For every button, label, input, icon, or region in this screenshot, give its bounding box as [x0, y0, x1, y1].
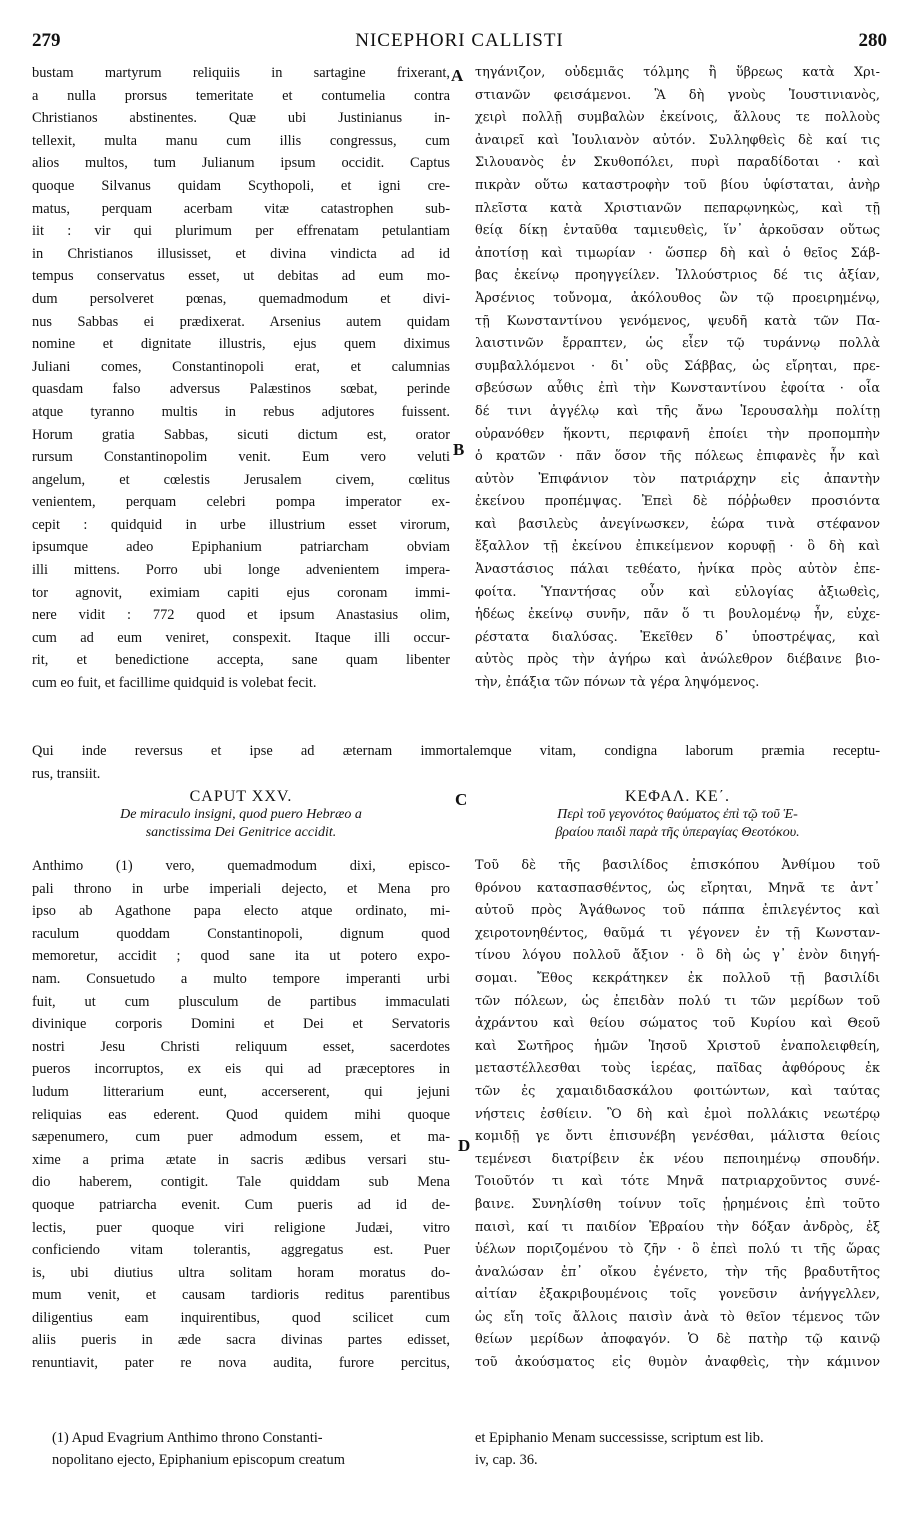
- greek-text-line: τεμένεσι διατρίβειν ἐκ νέου πεποιημένῳ σπουδήν.: [475, 1151, 880, 1167]
- margin-marker-b: B: [453, 440, 465, 459]
- greek-text-line: νήστεις ἐσθίειν. Ὃ δὴ καὶ ἐμοὶ πολλάκις νεωτέρῳ: [475, 1106, 880, 1122]
- latin-text-line: sæpenumero, cum puer admodum essem, et ma-: [32, 1129, 450, 1146]
- latin-text-line: rit, et benedictione accepta, sane quam libenter: [32, 652, 450, 669]
- greek-text-line: τίνου λόγου πολλοῦ ἄξιον · ὃ δὴ ὡς γ᾽ ἐνὸν διηγή-: [475, 948, 880, 964]
- greek-text-line: Σιλουανὸς ἐν Σκυθοπόλει, πυρὶ παραδίδοται · καὶ: [475, 155, 880, 171]
- latin-column-bottom: [32, 855, 450, 1375]
- latin-text-line: nostri Jesu Christi reliquum esset, sacerdotes: [32, 1038, 450, 1055]
- greek-text-line: χειροτονηθέντος, θαῦμά τι γέγονεν ἐν τῇ Κωνσταν-: [475, 925, 880, 941]
- greek-text-line: Ἀναστάσιος πάλαι τεθέατο, ἡνίκα πρὸς αὐτὸν ἐπε-: [475, 562, 880, 578]
- greek-text-line: τῶν πόλεων, ὡς ἐπειδὰν πολύ τι τῶν μερίδων τοῦ: [475, 993, 880, 1009]
- latin-text-line: Juliani comes, Constantinopoli erat, et calumnias: [32, 358, 450, 375]
- latin-text-line: raculum quoddam Constantinopoli, dignum quod: [32, 925, 450, 942]
- caput-greek-title: ΚΕΦΑΛ. ΚΕ΄.: [624, 788, 731, 805]
- latin-text-line: nomine et dignitate illustris, ejus quem diximus: [32, 336, 450, 353]
- greek-text-line: οὐρανόθεν ἥκοντι, περιφανῆ ἐποίει τὴν προπομπὴν: [475, 426, 880, 442]
- greek-text-line: αὐτὸν Ἐπιφάνιον τὸν πατριάρχην εἰς ἀπαντὴν: [475, 471, 880, 487]
- greek-text-line: τὴν, ἐπάξια τῶν πόνων τὰ γέρα ληψόμενος.: [475, 675, 760, 691]
- greek-text-line: ὁ κρατῶν · πᾶν ὅσον τῆς πόλεως ἐπιφανὲς ἦν καὶ: [475, 449, 880, 465]
- latin-text-line: reliquias eas ederent. Quod quidem mihi quoque: [32, 1106, 450, 1123]
- latin-text-line: tor agnovit, eximiam capiti ejus coronam immi-: [32, 584, 450, 601]
- latin-text-line: conficiendo vitam tolerantis, aggregatus est. Puer: [32, 1242, 450, 1259]
- latin-column-top: [32, 62, 450, 695]
- greek-text-line: δέ τινι ἀγγέλῳ καὶ τῆς ἄνω Ἱερουσαλὴμ πολίτῃ: [475, 403, 880, 419]
- latin-text-line: xime a prima ætate in sacris ædibus versari stu-: [32, 1151, 450, 1168]
- latin-text-line: bustam martyrum reliquiis in sartagine frixerant,: [32, 65, 450, 81]
- greek-text-line: Τοῦ δὲ τῆς βασιλίδος ἐπισκόπου Ἀνθίμου τοῦ: [475, 858, 880, 873]
- latin-text-line: is, ubi diutius ultra solitam horam moratus do-: [32, 1264, 450, 1281]
- greek-text-line: τῇ Κωνσταντίνου γενόμενος, ψευδῆ κατὰ τῶν Πα-: [475, 313, 880, 329]
- latin-text-line: alios multos, tum Julianum ipsum occidit. Captus: [32, 155, 450, 172]
- page-header: [32, 30, 887, 60]
- greek-text-line: Τοιοῦτόν τι καὶ τότε Μηνᾶ πατριαρχοῦντος συνέ-: [475, 1174, 880, 1190]
- latin-text-line: pueros incorruptos, ex eis qui ad præceptores in: [32, 1061, 450, 1078]
- caput-latin-subtitle-line2: sanctissima Dei Genitrice accidit.: [145, 825, 337, 840]
- greek-text-line: θείων μερίδων ἀποφαγόν. Ὁ δὲ πατὴρ τῷ καινῷ: [475, 1332, 880, 1348]
- greek-text-line: ρέστατα διαλύσας. Ἐκεῖθεν δ᾽ ὑποστρέψας, καὶ: [475, 629, 880, 645]
- greek-text-line: ἔξαλλον τῇ ἐκείνου ἐπικείμενον κορυφῇ · ὃ δὴ καὶ: [475, 539, 880, 555]
- latin-text-line: memoretur, accidit ; quod sane ita ut potero expo-: [32, 948, 450, 965]
- latin-text-line: quasdam falso adversus Palæstinos sœbat, perinde: [32, 381, 450, 398]
- caput-greek-subtitle-line1: Περὶ τοῦ γεγονότος θαύματος ἐπὶ τῷ τοῦ Ἑ-: [557, 807, 798, 822]
- greek-text-line: βαινε. Συνηλίσθη τοίνυν τοῖς ᾑρημένοις ἐπὶ τοῦτο: [475, 1196, 880, 1212]
- greek-text-line: ἀποτίσῃ καὶ τιμωρίαν · ὥσπερ δὴ καὶ ὁ θεῖος Σάβ-: [475, 245, 880, 261]
- latin-text-line: pali throno in urbe imperiali dejecto, et Mena pro: [32, 880, 450, 897]
- greek-text-line: φοίτα. Ὑπαντήσας οὖν καὶ εὐλογίας ἀξιωθεὶς,: [475, 584, 880, 600]
- latin-text-line: cum eo fuit, et facillime quidquid is volebat fecit.: [32, 675, 317, 692]
- latin-text-line: nere vidit : 772 quod et ipsum Anastasius olim,: [32, 607, 450, 624]
- greek-text-line: πικρὰν οὕτω καταστροφὴν τοῦ βίου ὑφίσταται, ἀνὴρ: [475, 177, 880, 193]
- latin-text-line: nam. Consuetudo a multo tempore imperanti urbi: [32, 970, 450, 987]
- latin-text-line: Horum gratia Sabbas, sicuti dictum est, orator: [32, 426, 450, 443]
- page-number-left: 279: [32, 30, 61, 51]
- greek-text-line: θρόνου κατασπασθέντος, ὡς εἴρηται, Μηνᾶ τε ἀντ᾽: [475, 880, 880, 896]
- latin-text-line: tempus conservatus esset, ut debitas ad eum mo-: [32, 268, 450, 285]
- caput-latin-heading: [32, 788, 450, 842]
- latin-text-line: nus Sabbas ei prædixerat. Arsenius autem quidam: [32, 313, 450, 330]
- latin-text-line: cepit : quidquid in urbe illustrium esset virorum,: [32, 516, 450, 533]
- latin-text-line: cum ad eum veniret, conspexit. Itaque illi occur-: [32, 629, 450, 646]
- greek-text-line: ὡς εἴη τοῖς ἄλλοις παισὶν ἀνὰ τὸ θεῖον τέμενος τῶν: [475, 1309, 880, 1325]
- footnote-line: nopolitano ejecto, Epiphanium episcopum creatum: [52, 1452, 345, 1468]
- caput-latin-subtitle-line1: De miraculo insigni, quod puero Hebræo a: [120, 807, 362, 822]
- greek-text-line: συμβαλλόμενοι · δι᾽ οὓς Σάββας, ὡς εἴρηται, πρε-: [475, 358, 880, 374]
- footnote-line: (1) Apud Evagrium Anthimo throno Constanti-: [52, 1430, 323, 1446]
- latin-text-line: venientem, perquam celebri pompa imperator ex-: [32, 494, 450, 511]
- greek-text-line: ἐκείνου προπέμψας. Ἐπεὶ δὲ πόῤῥωθεν προσιόντα: [475, 494, 880, 510]
- latin-text-line: rursum Constantinopolim venit. Eum vero veluti: [32, 449, 450, 466]
- footnote-line: iv, cap. 36.: [475, 1452, 538, 1468]
- latin-text-line: diligentius eam inquirentibus, quod scilicet cum: [32, 1309, 450, 1326]
- footnote-right: [475, 1427, 880, 1471]
- latin-text-line: iit : vir qui plurimum per effrenatam petulantiam: [32, 223, 450, 240]
- latin-text-line: mum venit, et causam tardioris reditus parentibus: [32, 1287, 450, 1304]
- greek-text-line: καὶ Σωτῆρος ἡμῶν Ἰησοῦ Χριστοῦ ἐναπολειφθείη,: [475, 1038, 880, 1054]
- caput-greek-heading: [475, 788, 880, 842]
- latin-text-line: ipsumque adeo Epiphanium patriarcham obviam: [32, 539, 450, 556]
- latin-text-line: ludum litterarium eunt, accerserent, qui jejuni: [32, 1083, 450, 1100]
- latin-text-line: fuit, ut cum plusculum de partibus immaculati: [32, 993, 450, 1010]
- greek-text-line: παισὶ, καί τι παιδίον Ἑβραίου τὴν δόξαν ἀνδρὸς, ἐξ: [475, 1219, 880, 1235]
- latin-text-line: Qui inde reversus et ipse ad æternam immortalemque vitam, condigna laborum præmia receptu-: [32, 743, 880, 759]
- greek-text-line: λαιστινῶν ἔρραπτεν, ὡς εἶεν τῷ τυράννῳ πολλὰ: [475, 336, 880, 352]
- latin-text-line: in Christianos illusisset, et divina vindicta ad id: [32, 245, 450, 262]
- latin-text-line: dum persolveret pœnas, quemadmodum et divi-: [32, 290, 450, 307]
- latin-text-line: illi mittens. Porro ubi longe advenientem impera-: [32, 562, 450, 579]
- greek-text-line: αὐτὸς πρὸς τὴν ἀγήρω καὶ ἀνώλεθρον διέβαινε βιο-: [475, 652, 880, 668]
- footnote-line: et Epiphanio Menam successisse, scriptum est lib.: [475, 1430, 764, 1446]
- greek-text-line: τηγάνιζον, οὐδεμιᾶς τόλμης ἢ ὕβρεως κατὰ Χρι-: [475, 65, 880, 80]
- margin-marker-c: C: [455, 790, 468, 809]
- latin-text-line: dio haberem, contigit. Tale quiddam sub Mena: [32, 1174, 450, 1191]
- greek-text-line: σομαι. Ἔθος κεκράτηκεν ἐκ πολλοῦ τῇ βασιλίδι: [475, 970, 880, 986]
- latin-text-line: lectis, puer quoque viri religione Judæi, vitro: [32, 1219, 450, 1236]
- latin-text-line: tellexit, multa manu cum illis congressus, cum: [32, 132, 450, 149]
- greek-text-line: Ἀρσένιος τοὔνομα, ἀκόλουθος ὢν τῷ προειρημένῳ,: [475, 290, 880, 306]
- greek-text-line: αὐτοῦ πρὸς Ἀγάθωνος τοῦ πάππα ἐπιλεγέντος καὶ: [475, 903, 880, 919]
- greek-text-line: ἀναλώσαν ἐπ᾽ οἴκου ἐγένετο, τὴν τῆς βραδυτῆτος: [475, 1264, 880, 1280]
- latin-text-line: a nulla prorsus temeritate et contumelia contra: [32, 87, 450, 104]
- latin-text-line: Christianos abstinentes. Quæ ubi Justinianus in-: [32, 110, 450, 127]
- greek-text-line: σβεύσων αὖθις ἐπὶ τὴν Κωνσταντίνου ἐφοίτα · οἷα: [475, 381, 880, 397]
- greek-text-line: αἰτίαν ἐξακριβουμένοις τοῖς γονεῦσιν ἀνήγγελλεν,: [475, 1287, 880, 1303]
- latin-full-width-text: [32, 740, 880, 785]
- latin-text-line: rus, transiit.: [32, 765, 101, 782]
- latin-text-line: aliis pueris in æde sacra divinas partes edisset,: [32, 1332, 450, 1349]
- latin-text-line: quoque Silvanus quidam Scythopoli, et igni cre-: [32, 177, 450, 194]
- caput-greek-subtitle-line2: βραίου παιδὶ παρὰ τῆς ὑπεραγίας Θεοτόκου.: [555, 825, 800, 840]
- latin-text-line: quoque patriarcha evenit. Cum pueris ad id de-: [32, 1196, 450, 1213]
- running-title: NICEPHORI CALLISTI: [355, 30, 564, 51]
- greek-text-line: ἡδέως ἐκείνῳ συνῆν, πᾶν ὅ τι βουλομένῳ ἦν, εὐχε-: [475, 607, 880, 623]
- greek-text-line: στιανῶν φεισάμενοι. Ἃ δὴ γνοὺς Ἰουστινιανὸς,: [475, 87, 880, 103]
- greek-text-line: ὑέλων ποριζομένου τὸ ζῆν · ὃ ἐπεὶ πολύ τι τῆς ὥρας: [475, 1242, 880, 1258]
- greek-text-line: κομιδῇ γε ὄντι ἐπισυνέβη γενέσθαι, μάλιστα θείοις: [475, 1129, 880, 1145]
- latin-text-line: renuntiavit, pater re nova audita, furore percitus,: [32, 1355, 450, 1372]
- latin-text-line: divinique corporis Domini et Dei et Servatoris: [32, 1016, 450, 1033]
- greek-text-line: ἀναιρεῖ καὶ Ἰουλιανὸν αὐτόν. Συλληφθεὶς δὲ καί τις: [475, 132, 880, 148]
- greek-text-line: μεταστέλλεσθαι τοὺς ἱερέας, παῖδας ἀφθόρους ἐκ: [475, 1061, 880, 1077]
- latin-text-line: matus, perquam acerbam vitæ catastrophen sub-: [32, 200, 450, 217]
- caput-latin-title: CAPUT XXV.: [189, 788, 293, 805]
- greek-text-line: τῶν ἐς χαμαιδιδασκάλου φοιτώντων, καὶ ταύτας: [475, 1083, 880, 1099]
- margin-marker-d: D: [458, 1136, 471, 1155]
- margin-marker-a: A: [451, 66, 464, 85]
- greek-text-line: χειρὶ πολλῇ συμβαλὼν ἐκείνοις, ἄλλους τε πολλοὺς: [475, 110, 880, 126]
- greek-text-line: πλεῖστα κατὰ Χριστιανῶν πεπαρῳνηκὼς, καὶ τῇ: [475, 200, 880, 216]
- greek-text-line: καὶ βασιλεὺς ἀνεγίνωσκεν, ἑώρα τινὰ στέφανον: [475, 516, 880, 532]
- greek-text-line: ἀχράντου καὶ θείου σώματος τοῦ Κυρίου καὶ Θεοῦ: [475, 1016, 880, 1032]
- greek-column-bottom: [475, 855, 880, 1375]
- greek-text-line: θείᾳ δίκῃ ἐνταῦθα ταμιευθεὶς, ἵν᾽ ἀρκοῦσαν οὕτως: [475, 223, 880, 239]
- latin-text-line: ipso ab Agathone papa electo atque ordinato, mi-: [32, 903, 450, 920]
- latin-text-line: atque tyranno multis in rebus adjutores fuissent.: [32, 403, 450, 420]
- greek-text-line: τοῦ ἀκούσματος εἰς θυμὸν ἀναφθεὶς, τὴν κάμινον: [475, 1355, 880, 1371]
- greek-text-line: βας ἐκείνῳ προηγγείλεν. Ἰλλούστριος δέ τις ἀξίαν,: [475, 268, 880, 284]
- page-number-right: 280: [858, 30, 887, 51]
- greek-column-top: [475, 62, 880, 695]
- latin-text-line: Anthimo (1) vero, quemadmodum dixi, episco-: [32, 858, 450, 874]
- latin-text-line: angelum, et cœlestis Jerusalem civem, cœlitus: [32, 471, 450, 488]
- footnote-left: [52, 1427, 450, 1471]
